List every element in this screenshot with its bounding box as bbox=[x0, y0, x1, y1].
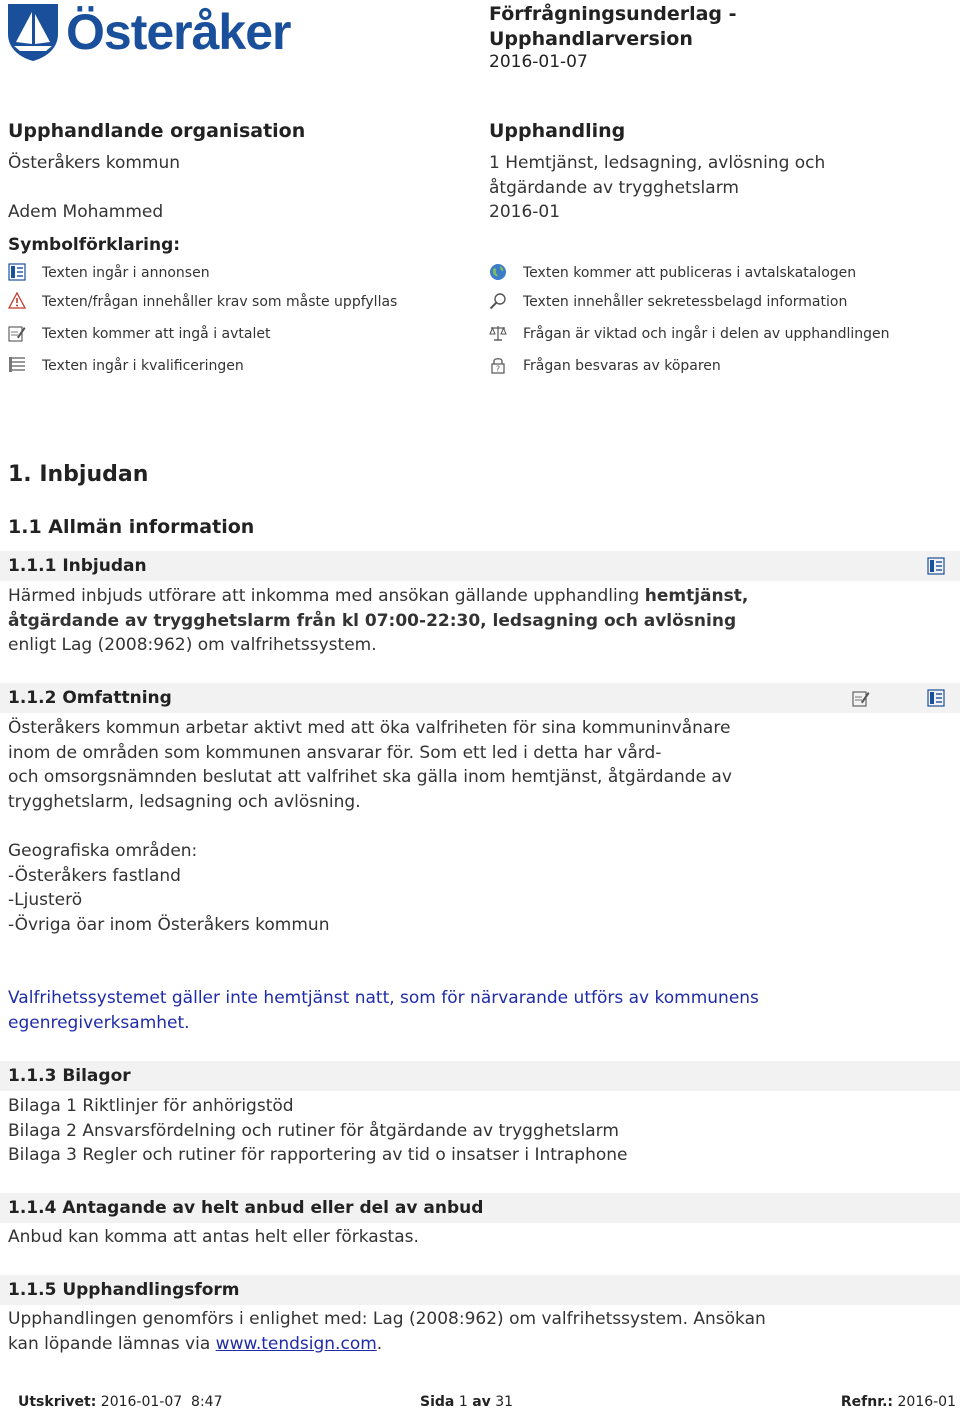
warning-icon bbox=[8, 292, 26, 310]
text-line: och omsorgsnämnden beslutat att valfrihet ska gälla inom hemtjänst, åtgärdande av bbox=[8, 767, 732, 787]
footer-page-num: 1 bbox=[458, 1394, 468, 1410]
geo-item: -Övriga öar inom Österåkers kommun bbox=[8, 914, 330, 935]
tendsign-link[interactable]: www.tendsign.com bbox=[215, 1333, 377, 1354]
attachment-item: Bilaga 1 Riktlinjer för anhörigstöd bbox=[8, 1096, 294, 1116]
geo-list bbox=[8, 839, 768, 937]
heading-112: 1.1.2 Omfattning bbox=[8, 688, 172, 708]
document-title-line2: Upphandlarversion bbox=[489, 28, 693, 50]
text-111-c: enligt Lag (2008:962) om valfrihetssystem. bbox=[8, 635, 377, 655]
document-date: 2016-01-07 bbox=[489, 52, 588, 72]
lines-icon bbox=[8, 356, 26, 374]
procurement-title-line2: åtgärdande av trygghetslarm bbox=[489, 178, 739, 198]
heading-111: 1.1.1 Inbjudan bbox=[8, 556, 147, 576]
symbol-label-kvalificering: Texten ingår i kvalificeringen bbox=[42, 358, 244, 374]
text-111-b1: hemtjänst, bbox=[644, 586, 749, 606]
scales-icon bbox=[489, 324, 507, 342]
text-111-b2: åtgärdande av trygghetslarm från kl 07:00-22:30, ledsagning och avlösning bbox=[8, 610, 737, 631]
paragraph-115 bbox=[8, 1307, 768, 1356]
attachment-item: Bilaga 3 Regler och rutiner för rapportering av tid o insatser i Intraphone bbox=[8, 1145, 628, 1165]
edit-icon bbox=[8, 324, 26, 342]
document-title-line1: Förfrågningsunderlag - bbox=[489, 3, 737, 25]
footer-page-total: 31 bbox=[495, 1394, 514, 1410]
symbol-label-sekretess: Texten innehåller sekretessbelagd information bbox=[523, 294, 848, 310]
note-line: Valfrihetssystemet gäller inte hemtjänst natt, som för närvarande utförs av kommunens bbox=[8, 988, 759, 1008]
geo-heading: Geografiska områden: bbox=[8, 841, 198, 861]
symbol-label-avtal: Texten kommer att ingå i avtalet bbox=[42, 326, 271, 342]
symbol-label-kopare: Frågan besvaras av köparen bbox=[523, 358, 721, 374]
org-name: Österåkers kommun bbox=[8, 153, 181, 173]
section-bar-113 bbox=[0, 1061, 960, 1091]
symbols-heading: Symbolförklaring: bbox=[8, 235, 181, 255]
footer-page-label: Sida bbox=[420, 1394, 455, 1410]
footer-printed-value: 2016-01-07 8:47 bbox=[100, 1394, 223, 1410]
list-icon bbox=[8, 263, 26, 281]
text-line: inom de områden som kommunen ansvarar för. Som ett led i detta har vård- bbox=[8, 742, 662, 763]
symbol-label-krav: Texten/frågan innehåller krav som måste uppfyllas bbox=[42, 294, 398, 310]
section-heading-inbjudan: 1. Inbjudan bbox=[8, 462, 149, 487]
attachment-item: Bilaga 2 Ansvarsfördelning och rutiner för åtgärdande av trygghetslarm bbox=[8, 1120, 619, 1141]
attachment-list bbox=[8, 1094, 768, 1168]
text-111-a: Härmed inbjuds utförare att inkomma med ansökan gällande upphandling bbox=[8, 586, 645, 606]
footer-printed bbox=[18, 1394, 222, 1410]
heading-115: 1.1.5 Upphandlingsform bbox=[8, 1280, 240, 1300]
geo-item: -Ljusterö bbox=[8, 890, 83, 910]
text-115-line1: Upphandlingen genomförs i enlighet med: Lag (2008:962) om valfrihetssystem. Ansökan bbox=[8, 1309, 766, 1329]
symbol-label-avtalskatalog: Texten kommer att publiceras i avtalskatalogen bbox=[523, 265, 857, 281]
footer-printed-label: Utskrivet: bbox=[18, 1394, 97, 1410]
footer-ref-value: 2016-01 bbox=[897, 1394, 956, 1410]
globe-icon bbox=[489, 263, 507, 281]
footer-page bbox=[420, 1394, 513, 1410]
symbol-label-viktad: Frågan är viktad och ingår i delen av upphandlingen bbox=[523, 326, 890, 342]
note-line: egenregiverksamhet. bbox=[8, 1012, 190, 1033]
procurement-title-line1: 1 Hemtjänst, ledsagning, avlösning och bbox=[489, 153, 826, 173]
lock-question-icon bbox=[489, 356, 507, 374]
symbol-label-annons: Texten ingår i annonsen bbox=[42, 265, 210, 281]
heading-113: 1.1.3 Bilagor bbox=[8, 1066, 131, 1086]
note-paragraph bbox=[8, 986, 768, 1035]
subsection-heading-allman: 1.1 Allmän information bbox=[8, 516, 255, 538]
org-person: Adem Mohammed bbox=[8, 202, 164, 222]
text-114: Anbud kan komma att antas helt eller förkastas. bbox=[8, 1227, 419, 1247]
text-115-line2a: kan löpande lämnas via bbox=[8, 1333, 216, 1354]
text-line: Österåkers kommun arbetar aktivt med att öka valfriheten för sina kommuninvånare bbox=[8, 718, 731, 738]
geo-item: -Österåkers fastland bbox=[8, 865, 181, 886]
footer-page-of: av bbox=[472, 1394, 491, 1410]
procurement-heading: Upphandling bbox=[489, 120, 626, 142]
list-icon bbox=[927, 689, 945, 707]
heading-114: 1.1.4 Antagande av helt anbud eller del av anbud bbox=[8, 1198, 484, 1218]
paragraph-111 bbox=[8, 584, 768, 658]
procurement-ref: 2016-01 bbox=[489, 202, 561, 222]
svg-text:?: ? bbox=[495, 364, 501, 374]
text-line: trygghetslarm, ledsagning och avlösning. bbox=[8, 791, 361, 812]
org-heading: Upphandlande organisation bbox=[8, 120, 306, 142]
footer-ref-label: Refnr.: bbox=[840, 1394, 894, 1410]
magnifier-icon bbox=[489, 292, 507, 310]
municipality-logo-icon bbox=[6, 2, 60, 62]
footer-ref bbox=[841, 1394, 956, 1410]
list-icon bbox=[927, 557, 945, 575]
procurement-title bbox=[489, 151, 825, 201]
edit-icon bbox=[852, 689, 870, 707]
logo-text: Österåker bbox=[66, 4, 291, 60]
paragraph-112 bbox=[8, 716, 768, 814]
document-title bbox=[489, 2, 737, 52]
text-115-line2b: . bbox=[376, 1333, 383, 1354]
